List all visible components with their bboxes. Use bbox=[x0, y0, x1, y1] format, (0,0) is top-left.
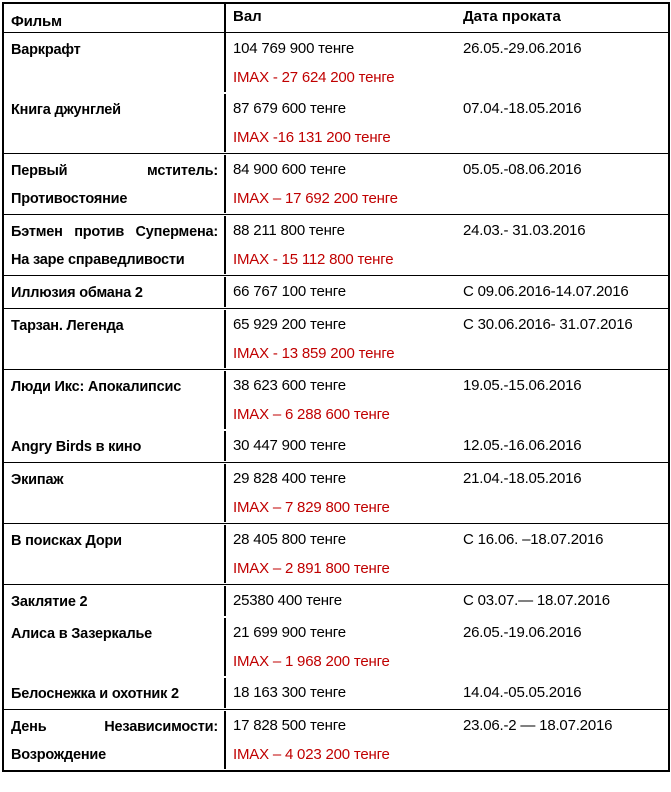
release-dates: 24.03.- 31.03.2016 bbox=[463, 222, 586, 239]
gross-cell bbox=[226, 431, 456, 461]
dates-cell bbox=[456, 618, 668, 676]
imax-gross-value: IMAX - 27 624 200 тенге bbox=[233, 69, 395, 86]
release-dates: 05.05.-08.06.2016 bbox=[463, 161, 582, 178]
film-entry-row bbox=[4, 33, 668, 93]
gross-value: 65 929 200 тенге bbox=[233, 316, 346, 333]
table-row-group bbox=[4, 523, 668, 584]
film-title: Angry Birds в кино bbox=[4, 431, 226, 461]
table-row-group bbox=[4, 462, 668, 523]
gross-value: 28 405 800 тенге bbox=[233, 531, 346, 548]
dates-cell bbox=[456, 94, 668, 152]
imax-gross-value: IMAX - 13 859 200 тенге bbox=[233, 345, 395, 362]
dates-cell bbox=[456, 678, 668, 708]
dates-cell bbox=[456, 310, 668, 368]
gross-value: 30 447 900 тенге bbox=[233, 437, 346, 454]
gross-cell bbox=[226, 618, 456, 676]
gross-cell bbox=[226, 371, 456, 429]
release-dates: 23.06.-2 — 18.07.2016 bbox=[463, 717, 613, 734]
film-entry-row bbox=[4, 309, 668, 369]
film-title: Бэтмен против Супермена: На заре справедливости bbox=[4, 216, 226, 274]
release-dates: 07.04.-18.05.2016 bbox=[463, 100, 582, 117]
gross-value: 66 767 100 тенге bbox=[233, 283, 346, 300]
dates-cell bbox=[456, 216, 668, 274]
film-title: Варкрафт bbox=[4, 34, 226, 92]
film-title: В поисках Дори bbox=[4, 525, 226, 583]
gross-cell bbox=[226, 525, 456, 583]
table-row-group bbox=[4, 709, 668, 770]
film-entry-row bbox=[4, 617, 668, 677]
gross-cell bbox=[226, 94, 456, 152]
film-entry-row bbox=[4, 710, 668, 770]
film-entry-row bbox=[4, 430, 668, 462]
release-dates: 26.05.-19.06.2016 bbox=[463, 624, 582, 641]
film-entry-row bbox=[4, 524, 668, 584]
release-dates: 21.04.-18.05.2016 bbox=[463, 470, 582, 487]
dates-cell bbox=[456, 711, 668, 769]
imax-gross-value: IMAX – 2 891 800 тенге bbox=[233, 560, 390, 577]
imax-gross-value: IMAX – 4 023 200 тенге bbox=[233, 746, 390, 763]
release-dates: 14.04.-05.05.2016 bbox=[463, 684, 582, 701]
table-row-group bbox=[4, 275, 668, 308]
table-header-row bbox=[4, 4, 668, 32]
imax-gross-value: IMAX – 17 692 200 тенге bbox=[233, 190, 398, 207]
dates-cell bbox=[456, 155, 668, 213]
film-title: Иллюзия обмана 2 bbox=[4, 277, 226, 307]
film-title: Белоснежка и охотник 2 bbox=[4, 678, 226, 708]
release-dates: С 30.06.2016- 31.07.2016 bbox=[463, 316, 633, 333]
release-dates: С 09.06.2016-14.07.2016 bbox=[463, 283, 629, 300]
film-entry-row bbox=[4, 463, 668, 523]
gross-cell bbox=[226, 277, 456, 307]
imax-gross-value: IMAX – 7 829 800 тенге bbox=[233, 499, 390, 516]
gross-cell bbox=[226, 155, 456, 213]
gross-value: 84 900 600 тенге bbox=[233, 161, 346, 178]
film-entry-row bbox=[4, 585, 668, 617]
film-title: Заклятие 2 bbox=[4, 586, 226, 616]
release-dates: 19.05.-15.06.2016 bbox=[463, 377, 582, 394]
table-body bbox=[4, 32, 668, 770]
film-entry-row bbox=[4, 93, 668, 153]
gross-cell bbox=[226, 678, 456, 708]
column-header-gross: Вал bbox=[233, 8, 262, 25]
film-title: Экипаж bbox=[4, 464, 226, 522]
dates-cell bbox=[456, 34, 668, 92]
gross-value: 21 699 900 тенге bbox=[233, 624, 346, 641]
gross-cell bbox=[226, 34, 456, 92]
imax-gross-value: IMAX – 1 968 200 тенге bbox=[233, 653, 390, 670]
column-header-dates: Дата проката bbox=[463, 8, 561, 25]
dates-cell bbox=[456, 525, 668, 583]
imax-gross-value: IMAX - 15 112 800 тенге bbox=[233, 251, 394, 268]
table-row-group bbox=[4, 308, 668, 369]
gross-value: 104 769 900 тенге bbox=[233, 40, 354, 57]
film-entry-row bbox=[4, 677, 668, 709]
table-row-group bbox=[4, 369, 668, 462]
gross-value: 29 828 400 тенге bbox=[233, 470, 346, 487]
film-revenue-table bbox=[2, 2, 670, 772]
film-entry-row bbox=[4, 370, 668, 430]
gross-cell bbox=[226, 216, 456, 274]
dates-cell bbox=[456, 371, 668, 429]
column-header-film: Фильм bbox=[4, 4, 226, 36]
table-row-group bbox=[4, 214, 668, 275]
gross-value: 88 211 800 тенге bbox=[233, 222, 345, 239]
film-title: Книга джунглей bbox=[4, 94, 226, 152]
release-dates: С 16.06. –18.07.2016 bbox=[463, 531, 604, 548]
gross-value: 25380 400 тенге bbox=[233, 592, 342, 609]
film-entry-row bbox=[4, 154, 668, 214]
gross-cell bbox=[226, 586, 456, 616]
release-dates: 26.05.-29.06.2016 bbox=[463, 40, 582, 57]
table-row-group bbox=[4, 584, 668, 709]
gross-value: 17 828 500 тенге bbox=[233, 717, 346, 734]
imax-gross-value: IMAX -16 131 200 тенге bbox=[233, 129, 391, 146]
gross-value: 87 679 600 тенге bbox=[233, 100, 346, 117]
gross-cell bbox=[226, 310, 456, 368]
release-dates: 12.05.-16.06.2016 bbox=[463, 437, 582, 454]
film-title: Тарзан. Легенда bbox=[4, 310, 226, 368]
film-title: Люди Икс: Апокалипсис bbox=[4, 371, 226, 429]
release-dates: С 03.07.— 18.07.2016 bbox=[463, 592, 610, 609]
gross-cell bbox=[226, 711, 456, 769]
film-title: День Независимости: Возрождение bbox=[4, 711, 226, 769]
film-title: Алиса в Зазеркалье bbox=[4, 618, 226, 676]
table-row-group bbox=[4, 32, 668, 153]
gross-value: 38 623 600 тенге bbox=[233, 377, 346, 394]
gross-value: 18 163 300 тенге bbox=[233, 684, 346, 701]
imax-gross-value: IMAX – 6 288 600 тенге bbox=[233, 406, 390, 423]
table-row-group bbox=[4, 153, 668, 214]
gross-cell bbox=[226, 464, 456, 522]
film-entry-row bbox=[4, 276, 668, 308]
film-entry-row bbox=[4, 215, 668, 275]
dates-cell bbox=[456, 431, 668, 461]
dates-cell bbox=[456, 586, 668, 616]
film-title: Первый мститель: Противостояние bbox=[4, 155, 226, 213]
dates-cell bbox=[456, 464, 668, 522]
dates-cell bbox=[456, 277, 668, 307]
